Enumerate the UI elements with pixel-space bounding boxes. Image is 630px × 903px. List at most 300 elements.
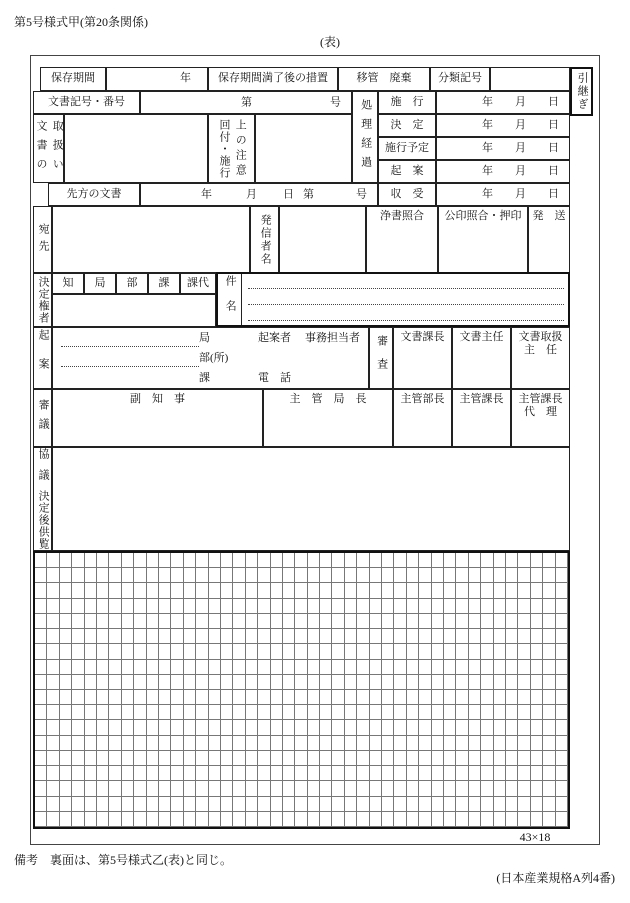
grid-cell xyxy=(85,583,97,598)
grid-cell xyxy=(556,660,568,675)
grid-cell xyxy=(481,660,493,675)
grid-cell xyxy=(419,660,431,675)
grid-cell xyxy=(432,599,444,614)
grid-cell xyxy=(407,644,419,659)
grid-cell xyxy=(469,766,481,781)
grid-cell xyxy=(556,781,568,796)
grid-cell xyxy=(543,720,555,735)
grid-cell xyxy=(320,599,332,614)
grid-cell xyxy=(147,797,159,812)
grid-cell xyxy=(432,583,444,598)
grid-cell xyxy=(357,660,369,675)
grid-cell xyxy=(407,781,419,796)
grid-cell xyxy=(345,690,357,705)
grid-cell xyxy=(531,781,543,796)
doc-head-label: 文書主任 xyxy=(459,331,504,343)
grid-cell xyxy=(109,583,121,598)
grid-cell xyxy=(233,583,245,598)
grid-cell xyxy=(531,599,543,614)
doc-handler-cell xyxy=(511,327,570,389)
date-year: 年 xyxy=(482,141,493,154)
grid-cell xyxy=(221,705,233,720)
decider-value-cell xyxy=(52,294,216,327)
grid-cell xyxy=(196,766,208,781)
grid-cell xyxy=(456,720,468,735)
grid-cell xyxy=(506,599,518,614)
grid-cell xyxy=(320,705,332,720)
grid-cell xyxy=(184,766,196,781)
grid-cell xyxy=(494,720,506,735)
grid-cell xyxy=(419,690,431,705)
subject-label: 件名 xyxy=(224,274,237,325)
decider-col-label: 部 xyxy=(126,276,138,289)
grid-cell xyxy=(543,705,555,720)
grid-cell xyxy=(147,675,159,690)
grid-cell xyxy=(47,629,59,644)
grid-cell xyxy=(35,705,47,720)
grid-cell xyxy=(370,614,382,629)
grid-cell xyxy=(295,751,307,766)
grid-cell xyxy=(370,797,382,812)
grid-cell xyxy=(258,705,270,720)
grid-cell xyxy=(494,629,506,644)
grid-cell xyxy=(469,781,481,796)
grid-cell xyxy=(47,599,59,614)
deputy-chief-line2: 代 理 xyxy=(524,406,557,419)
grid-cell xyxy=(233,599,245,614)
grid-cell xyxy=(109,599,121,614)
grid-cell xyxy=(258,675,270,690)
grid-cell xyxy=(556,644,568,659)
other-party-label-cell xyxy=(48,183,140,206)
draft-dept-label: 部(所) xyxy=(199,352,229,364)
grid-cell xyxy=(159,766,171,781)
grid-cell xyxy=(382,720,394,735)
grid-cell xyxy=(196,599,208,614)
grid-cell xyxy=(382,599,394,614)
grid-cell xyxy=(159,644,171,659)
grid-cell xyxy=(456,583,468,598)
grid-cell xyxy=(283,781,295,796)
grid-cell xyxy=(432,675,444,690)
grid-cell xyxy=(122,720,134,735)
go-suffix: 号 xyxy=(330,95,341,108)
grid-cell xyxy=(109,644,121,659)
grid-cell xyxy=(494,644,506,659)
grid-cell xyxy=(134,660,146,675)
grid-cell xyxy=(518,553,530,568)
grid-cell xyxy=(370,675,382,690)
grid-cell xyxy=(506,781,518,796)
doc-number-label-cell xyxy=(33,91,140,114)
grid-cell xyxy=(432,720,444,735)
grid-cell xyxy=(506,553,518,568)
receipt-date-cell xyxy=(436,183,570,206)
grid-cell xyxy=(320,751,332,766)
grid-cell xyxy=(518,660,530,675)
grid-cell xyxy=(518,766,530,781)
grid-cell xyxy=(209,705,221,720)
subject-box xyxy=(216,272,570,327)
grid-cell xyxy=(320,781,332,796)
grid-cell xyxy=(134,797,146,812)
grid-cell xyxy=(35,660,47,675)
dept-chief-label: 主管部長 xyxy=(400,393,445,405)
grid-cell xyxy=(295,781,307,796)
grid-cell xyxy=(456,644,468,659)
grid-cell xyxy=(370,766,382,781)
grid-cell xyxy=(407,720,419,735)
grid-cell xyxy=(308,781,320,796)
grid-cell xyxy=(419,705,431,720)
go-suffix: 号 xyxy=(356,187,367,200)
grid-cell xyxy=(184,599,196,614)
grid-cell xyxy=(432,690,444,705)
grid-cell xyxy=(72,614,84,629)
grid-cell xyxy=(246,736,258,751)
grid-cell xyxy=(246,553,258,568)
grid-cell xyxy=(109,660,121,675)
review-label-cell xyxy=(369,327,393,389)
grid-cell xyxy=(109,781,121,796)
grid-cell xyxy=(357,766,369,781)
grid-cell xyxy=(47,660,59,675)
grid-cell xyxy=(122,705,134,720)
grid-cell xyxy=(295,583,307,598)
grid-cell xyxy=(432,705,444,720)
grid-cell xyxy=(147,766,159,781)
grid-cell xyxy=(295,614,307,629)
grid-cell xyxy=(444,553,456,568)
subject-label-cell xyxy=(218,274,242,325)
grid-cell xyxy=(295,660,307,675)
grid-cell xyxy=(320,797,332,812)
grid-cell xyxy=(357,599,369,614)
handling-label-cell xyxy=(33,114,64,183)
retention-year-unit: 年 xyxy=(180,72,191,85)
grid-cell xyxy=(221,599,233,614)
grid-cell xyxy=(221,797,233,812)
grid-cell xyxy=(159,583,171,598)
grid-cell xyxy=(382,812,394,827)
grid-cell xyxy=(196,660,208,675)
grid-cell xyxy=(370,644,382,659)
grid-cell xyxy=(444,599,456,614)
decider-col-governor xyxy=(52,273,84,294)
grid-cell xyxy=(85,629,97,644)
grid-cell xyxy=(147,705,159,720)
grid-cell xyxy=(271,568,283,583)
drafter-label: 起案者 xyxy=(258,332,291,344)
grid-cell xyxy=(518,629,530,644)
retention-label: 保存期間 xyxy=(51,72,95,85)
grid-cell xyxy=(456,553,468,568)
grid-cell xyxy=(531,583,543,598)
grid-cell xyxy=(109,553,121,568)
grid-cell xyxy=(308,797,320,812)
grid-cell xyxy=(122,781,134,796)
date-day: 日 xyxy=(283,187,294,200)
grid-cell xyxy=(394,614,406,629)
grid-cell xyxy=(184,781,196,796)
grid-cell xyxy=(60,705,72,720)
grid-cell xyxy=(35,812,47,827)
grid-cell xyxy=(47,583,59,598)
grid-cell xyxy=(147,644,159,659)
grid-cell xyxy=(147,629,159,644)
grid-cell xyxy=(456,568,468,583)
grid-cell xyxy=(518,781,530,796)
grid-cell xyxy=(407,751,419,766)
grid-cell xyxy=(221,781,233,796)
draft-line xyxy=(61,366,199,367)
decider-col-label: 局 xyxy=(94,276,106,289)
draft-line xyxy=(61,346,199,347)
grid-cell xyxy=(35,614,47,629)
grid-cell xyxy=(271,629,283,644)
grid-cell xyxy=(518,720,530,735)
grid-cell xyxy=(97,660,109,675)
grid-cell xyxy=(308,660,320,675)
grid-cell xyxy=(246,675,258,690)
grid-cell xyxy=(332,812,344,827)
grid-cell xyxy=(122,568,134,583)
grid-cell xyxy=(122,644,134,659)
grid-cell xyxy=(196,781,208,796)
grid-cell xyxy=(97,812,109,827)
grid-cell xyxy=(332,797,344,812)
grid-cell xyxy=(196,553,208,568)
seal-check-label: 公印照合・押印 xyxy=(444,210,522,222)
grid-cell xyxy=(196,644,208,659)
grid-cell xyxy=(184,644,196,659)
process-label-cell xyxy=(352,91,378,183)
grid-cell xyxy=(543,553,555,568)
grid-cell xyxy=(134,751,146,766)
grid-cell xyxy=(494,751,506,766)
grid-cell xyxy=(432,553,444,568)
grid-cell xyxy=(35,720,47,735)
grid-cell xyxy=(233,797,245,812)
doc-number-value-cell xyxy=(140,91,352,114)
grid-cell xyxy=(295,553,307,568)
grid-cell xyxy=(506,690,518,705)
grid-cell xyxy=(432,781,444,796)
grid-cell xyxy=(233,766,245,781)
deputy-chief-cell xyxy=(511,389,570,447)
grid-cell xyxy=(85,705,97,720)
grid-cell xyxy=(543,736,555,751)
grid-cell xyxy=(60,751,72,766)
grid-cell xyxy=(109,614,121,629)
grid-cell xyxy=(308,568,320,583)
grid-cell xyxy=(345,644,357,659)
grid-cell xyxy=(407,690,419,705)
grid-cell xyxy=(370,812,382,827)
grid-cell xyxy=(271,553,283,568)
grid-cell xyxy=(345,675,357,690)
decider-col-deputy xyxy=(180,273,216,294)
grid-cell xyxy=(97,629,109,644)
grid-cell xyxy=(97,599,109,614)
grid-cell xyxy=(271,781,283,796)
grid-cell xyxy=(271,766,283,781)
handling-value-cell xyxy=(64,114,208,183)
grid-cell xyxy=(47,751,59,766)
grid-cell xyxy=(518,644,530,659)
grid-cell xyxy=(444,751,456,766)
grid-cell xyxy=(171,629,183,644)
grid-cell xyxy=(196,690,208,705)
grid-cell xyxy=(60,766,72,781)
deputy-chief-line1: 主管課長 xyxy=(518,393,563,405)
grid-cell xyxy=(295,599,307,614)
grid-cell xyxy=(456,797,468,812)
grid-cell xyxy=(209,583,221,598)
grid-cell xyxy=(481,690,493,705)
grid-cell xyxy=(221,644,233,659)
grid-cell xyxy=(72,690,84,705)
grid-cell xyxy=(543,660,555,675)
grid-cell xyxy=(233,629,245,644)
grid-cell xyxy=(171,614,183,629)
grid-cell xyxy=(394,568,406,583)
grid-cell xyxy=(171,797,183,812)
grid-cell xyxy=(394,751,406,766)
grid-cell xyxy=(518,675,530,690)
grid-cell xyxy=(134,675,146,690)
grid-cell xyxy=(382,797,394,812)
grid-cell xyxy=(320,766,332,781)
grid-cell xyxy=(209,797,221,812)
grid-cell xyxy=(147,614,159,629)
vice-governor-label: 副 知 事 xyxy=(130,393,185,405)
grid-cell xyxy=(60,553,72,568)
grid-cell xyxy=(246,781,258,796)
grid-cell xyxy=(97,766,109,781)
grid-cell xyxy=(122,751,134,766)
grid-cell xyxy=(283,751,295,766)
grid-cell xyxy=(394,797,406,812)
grid-cell xyxy=(494,797,506,812)
grid-cell xyxy=(221,812,233,827)
grid-cell xyxy=(494,675,506,690)
grid-cell xyxy=(357,797,369,812)
date-year: 年 xyxy=(482,187,493,200)
class-code-value-cell xyxy=(490,67,570,91)
grid-cell xyxy=(357,751,369,766)
grid-cell xyxy=(258,812,270,827)
grid-cell xyxy=(531,675,543,690)
grid-cell xyxy=(345,705,357,720)
grid-cell xyxy=(308,705,320,720)
grid-cell xyxy=(308,812,320,827)
grid-cell xyxy=(147,553,159,568)
grid-cell xyxy=(531,766,543,781)
grid-cell xyxy=(444,660,456,675)
grid-cell xyxy=(357,583,369,598)
grid-cell xyxy=(134,583,146,598)
grid-cell xyxy=(481,583,493,598)
grid-cell xyxy=(432,736,444,751)
grid-cell xyxy=(419,736,431,751)
date-month: 月 xyxy=(515,118,526,131)
grid-cell xyxy=(320,553,332,568)
grid-cell xyxy=(419,614,431,629)
draft-content-cell xyxy=(52,327,369,389)
grid-cell xyxy=(209,812,221,827)
grid-cell xyxy=(134,705,146,720)
grid-cell xyxy=(109,736,121,751)
grid-cell xyxy=(456,751,468,766)
grid-cell xyxy=(308,644,320,659)
addressee-label: 宛先 xyxy=(37,222,50,257)
grid-cell xyxy=(47,614,59,629)
grid-cell xyxy=(444,766,456,781)
grid-cell xyxy=(122,812,134,827)
grid-cell xyxy=(196,797,208,812)
grid-cell xyxy=(35,568,47,583)
grid-cell xyxy=(246,568,258,583)
grid-cell xyxy=(85,568,97,583)
grid-cell xyxy=(295,736,307,751)
grid-cell xyxy=(506,660,518,675)
grid-cell xyxy=(97,583,109,598)
date-day: 日 xyxy=(548,187,559,200)
grid-cell xyxy=(407,614,419,629)
grid-cell xyxy=(97,705,109,720)
grid-cell xyxy=(159,675,171,690)
grid-cell xyxy=(494,690,506,705)
grid-cell xyxy=(171,705,183,720)
date-day: 日 xyxy=(548,141,559,154)
grid-cell xyxy=(209,766,221,781)
grid-cell xyxy=(357,614,369,629)
handling-label-col1: 文書の xyxy=(35,120,47,177)
grid-cell xyxy=(345,568,357,583)
draft-date-label-cell xyxy=(378,160,436,183)
grid-cell xyxy=(147,660,159,675)
grid-cell xyxy=(345,766,357,781)
grid-cell xyxy=(72,568,84,583)
grid-cell xyxy=(469,720,481,735)
doc-handler-line2: 主 任 xyxy=(524,344,557,357)
grid-cell xyxy=(85,797,97,812)
grid-cell xyxy=(246,797,258,812)
grid-cell xyxy=(209,599,221,614)
grid-cell xyxy=(469,736,481,751)
grid-cell xyxy=(134,553,146,568)
grid-cell xyxy=(97,720,109,735)
grid-cell xyxy=(184,705,196,720)
grid-cell xyxy=(543,797,555,812)
grid-cell xyxy=(444,720,456,735)
circulation-label: 決定後供覧 xyxy=(37,490,50,550)
grid-cell xyxy=(85,553,97,568)
grid-cell xyxy=(97,736,109,751)
grid-cell xyxy=(159,599,171,614)
paper-standard-note: (日本産業規格A列4番) xyxy=(496,871,615,885)
dai-prefix: 第 xyxy=(303,187,314,200)
grid-cell xyxy=(246,644,258,659)
grid-cell xyxy=(147,583,159,598)
draft-date-cell xyxy=(436,160,570,183)
grid-cell xyxy=(85,736,97,751)
grid-cell xyxy=(233,751,245,766)
grid-cell xyxy=(382,644,394,659)
grid-cell xyxy=(147,751,159,766)
grid-cell xyxy=(134,599,146,614)
